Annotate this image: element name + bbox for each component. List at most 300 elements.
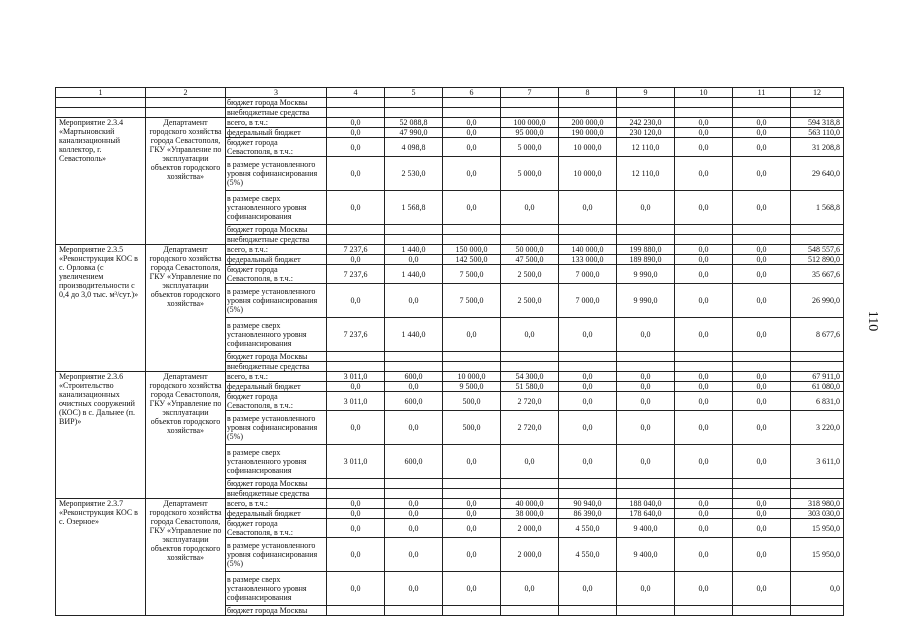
- value-cell: 140 000,0: [559, 245, 617, 255]
- value-cell: 0,0: [385, 411, 443, 445]
- empty-cell: [733, 225, 791, 235]
- source-label: в размере сверх установленного уровня софинансирования: [226, 191, 327, 225]
- empty-cell: [501, 362, 559, 372]
- value-cell: 0,0: [501, 191, 559, 225]
- empty-cell: [791, 362, 844, 372]
- value-cell: 512 890,0: [791, 255, 844, 265]
- empty-cell: [501, 225, 559, 235]
- value-cell: 0,0: [385, 499, 443, 509]
- empty-cell: [385, 98, 443, 108]
- empty-cell: [733, 235, 791, 245]
- empty-cell: [501, 489, 559, 499]
- value-cell: 0,0: [559, 372, 617, 382]
- value-cell: 600,0: [385, 372, 443, 382]
- value-cell: 54 300,0: [501, 372, 559, 382]
- value-cell: 7 237,6: [327, 318, 385, 352]
- value-cell: 3 011,0: [327, 392, 385, 411]
- empty-cell: [733, 362, 791, 372]
- header-cell: 5: [385, 88, 443, 98]
- value-cell: 0,0: [327, 382, 385, 392]
- table-row: [56, 372, 844, 382]
- value-cell: 0,0: [559, 382, 617, 392]
- empty-cell: [559, 606, 617, 616]
- value-cell: 0,0: [675, 118, 733, 128]
- empty-cell: [559, 108, 617, 118]
- value-cell: 9 990,0: [617, 265, 675, 284]
- value-cell: 0,0: [733, 499, 791, 509]
- value-cell: 0,0: [733, 265, 791, 284]
- empty-cell: [559, 225, 617, 235]
- source-label: внебюджетные средства: [226, 362, 327, 372]
- empty-cell: [733, 352, 791, 362]
- value-cell: 90 940,0: [559, 499, 617, 509]
- value-cell: 230 120,0: [617, 128, 675, 138]
- table-row: [56, 108, 844, 118]
- value-cell: 0,0: [675, 392, 733, 411]
- source-label: бюджет города Москвы: [226, 98, 327, 108]
- department-name: Департамент городского хозяйства города Севастополя, ГКУ «Управление по эксплуатации объектов городского хозяйства»: [146, 372, 226, 499]
- value-cell: 500,0: [443, 392, 501, 411]
- value-cell: 47 500,0: [501, 255, 559, 265]
- value-cell: 188 040,0: [617, 499, 675, 509]
- empty-cell: [675, 108, 733, 118]
- empty-cell: [559, 479, 617, 489]
- source-label: в размере установленного уровня софинансирования (5%): [226, 284, 327, 318]
- value-cell: 7 500,0: [443, 284, 501, 318]
- empty-cell: [791, 98, 844, 108]
- value-cell: 0,0: [327, 411, 385, 445]
- empty-cell: [327, 606, 385, 616]
- value-cell: 2 720,0: [501, 392, 559, 411]
- value-cell: 0,0: [675, 411, 733, 445]
- empty-cell: [385, 479, 443, 489]
- value-cell: 0,0: [733, 519, 791, 538]
- value-cell: 8 677,6: [791, 318, 844, 352]
- value-cell: 0,0: [733, 411, 791, 445]
- value-cell: 0,0: [733, 284, 791, 318]
- value-cell: 12 110,0: [617, 157, 675, 191]
- source-label: в размере сверх установленного уровня софинансирования: [226, 572, 327, 606]
- value-cell: 178 640,0: [617, 509, 675, 519]
- value-cell: 0,0: [675, 265, 733, 284]
- value-cell: 0,0: [733, 138, 791, 157]
- value-cell: 0,0: [385, 572, 443, 606]
- value-cell: 0,0: [443, 191, 501, 225]
- empty-cell: [443, 489, 501, 499]
- department-name: Департамент городского хозяйства города Севастополя, ГКУ «Управление по эксплуатации объектов городского хозяйства»: [146, 245, 226, 372]
- source-label: в размере установленного уровня софинансирования (5%): [226, 538, 327, 572]
- value-cell: 47 990,0: [385, 128, 443, 138]
- empty-cell: [733, 606, 791, 616]
- value-cell: 0,0: [733, 372, 791, 382]
- value-cell: 12 110,0: [617, 138, 675, 157]
- value-cell: 0,0: [327, 509, 385, 519]
- activity-name: Мероприятие 2.3.4 «Мартыновский канализационный коллектор, г. Севастополь»: [56, 118, 146, 245]
- empty-cell: [617, 98, 675, 108]
- value-cell: 0,0: [559, 191, 617, 225]
- empty-cell: [733, 98, 791, 108]
- value-cell: 0,0: [675, 372, 733, 382]
- empty-cell: [675, 352, 733, 362]
- empty-cell: [791, 108, 844, 118]
- value-cell: 0,0: [675, 509, 733, 519]
- value-cell: 4 098,8: [385, 138, 443, 157]
- empty-cell: [443, 98, 501, 108]
- source-label: федеральный бюджет: [226, 128, 327, 138]
- source-label: в размере установленного уровня софинансирования (5%): [226, 157, 327, 191]
- value-cell: 0,0: [675, 191, 733, 225]
- value-cell: 0,0: [559, 318, 617, 352]
- value-cell: 594 318,8: [791, 118, 844, 128]
- value-cell: 7 237,6: [327, 245, 385, 255]
- value-cell: 38 000,0: [501, 509, 559, 519]
- empty-cell: [327, 108, 385, 118]
- value-cell: 0,0: [443, 509, 501, 519]
- header-cell: 2: [146, 88, 226, 98]
- value-cell: 0,0: [617, 318, 675, 352]
- table-body: [56, 98, 844, 616]
- empty-cell: [617, 108, 675, 118]
- value-cell: 0,0: [327, 138, 385, 157]
- value-cell: 1 568,8: [385, 191, 443, 225]
- value-cell: 9 400,0: [617, 538, 675, 572]
- value-cell: 0,0: [443, 128, 501, 138]
- source-label: федеральный бюджет: [226, 255, 327, 265]
- empty-cell: [385, 489, 443, 499]
- empty-cell: [146, 98, 226, 108]
- value-cell: 5 000,0: [501, 157, 559, 191]
- source-label: всего, в т.ч.:: [226, 118, 327, 128]
- value-cell: 0,0: [617, 382, 675, 392]
- empty-cell: [791, 235, 844, 245]
- value-cell: 0,0: [617, 572, 675, 606]
- value-cell: 0,0: [559, 411, 617, 445]
- table-row: [56, 118, 844, 128]
- value-cell: 1 440,0: [385, 245, 443, 255]
- source-label: внебюджетные средства: [226, 108, 327, 118]
- value-cell: 0,0: [733, 538, 791, 572]
- value-cell: 0,0: [327, 572, 385, 606]
- value-cell: 15 950,0: [791, 519, 844, 538]
- empty-cell: [617, 235, 675, 245]
- empty-cell: [791, 225, 844, 235]
- value-cell: 10 000,0: [559, 138, 617, 157]
- value-cell: 1 440,0: [385, 265, 443, 284]
- value-cell: 0,0: [327, 128, 385, 138]
- empty-cell: [146, 108, 226, 118]
- source-label: федеральный бюджет: [226, 382, 327, 392]
- value-cell: 0,0: [675, 255, 733, 265]
- value-cell: 0,0: [327, 118, 385, 128]
- value-cell: 9 990,0: [617, 284, 675, 318]
- source-label: бюджет города Севастополя, в т.ч.:: [226, 265, 327, 284]
- header-cell: 4: [327, 88, 385, 98]
- value-cell: 95 000,0: [501, 128, 559, 138]
- source-label: бюджет города Москвы: [226, 225, 327, 235]
- empty-cell: [385, 362, 443, 372]
- value-cell: 7 000,0: [559, 265, 617, 284]
- source-label: всего, в т.ч.:: [226, 372, 327, 382]
- empty-cell: [617, 489, 675, 499]
- value-cell: 190 000,0: [559, 128, 617, 138]
- empty-cell: [501, 108, 559, 118]
- value-cell: 9 400,0: [617, 519, 675, 538]
- value-cell: 0,0: [675, 245, 733, 255]
- value-cell: 9 500,0: [443, 382, 501, 392]
- empty-cell: [733, 479, 791, 489]
- source-label: бюджет города Севастополя, в т.ч.:: [226, 392, 327, 411]
- value-cell: 0,0: [443, 519, 501, 538]
- empty-cell: [385, 108, 443, 118]
- header-cell: 7: [501, 88, 559, 98]
- value-cell: 10 000,0: [559, 157, 617, 191]
- empty-cell: [501, 352, 559, 362]
- value-cell: 0,0: [501, 572, 559, 606]
- value-cell: 3 611,0: [791, 445, 844, 479]
- empty-cell: [385, 606, 443, 616]
- activity-name: Мероприятие 2.3.7 «Реконструкция КОС в с. Озерное»: [56, 499, 146, 616]
- empty-cell: [385, 225, 443, 235]
- value-cell: 2 530,0: [385, 157, 443, 191]
- value-cell: 61 080,0: [791, 382, 844, 392]
- value-cell: 0,0: [617, 392, 675, 411]
- empty-cell: [327, 225, 385, 235]
- value-cell: 1 568,8: [791, 191, 844, 225]
- value-cell: 0,0: [559, 392, 617, 411]
- value-cell: 0,0: [443, 118, 501, 128]
- source-label: внебюджетные средства: [226, 235, 327, 245]
- source-label: в размере сверх установленного уровня софинансирования: [226, 445, 327, 479]
- value-cell: 0,0: [733, 318, 791, 352]
- header-cell: 11: [733, 88, 791, 98]
- value-cell: 0,0: [617, 372, 675, 382]
- empty-cell: [327, 352, 385, 362]
- empty-cell: [385, 352, 443, 362]
- value-cell: 0,0: [385, 284, 443, 318]
- value-cell: 0,0: [675, 572, 733, 606]
- empty-cell: [617, 606, 675, 616]
- header-cell: 9: [617, 88, 675, 98]
- page-number: 110: [865, 310, 881, 332]
- value-cell: 189 890,0: [617, 255, 675, 265]
- table-row: [56, 245, 844, 255]
- header-cell: 3: [226, 88, 327, 98]
- empty-cell: [327, 362, 385, 372]
- value-cell: 0,0: [617, 411, 675, 445]
- empty-cell: [791, 606, 844, 616]
- empty-cell: [791, 489, 844, 499]
- value-cell: 0,0: [385, 382, 443, 392]
- value-cell: 0,0: [675, 138, 733, 157]
- table-row: [56, 98, 844, 108]
- value-cell: 0,0: [327, 255, 385, 265]
- source-label: в размере сверх установленного уровня софинансирования: [226, 318, 327, 352]
- value-cell: 2 000,0: [501, 538, 559, 572]
- table-row: [56, 499, 844, 509]
- empty-cell: [559, 362, 617, 372]
- value-cell: 0,0: [733, 572, 791, 606]
- value-cell: 3 220,0: [791, 411, 844, 445]
- value-cell: 67 911,0: [791, 372, 844, 382]
- value-cell: 6 831,0: [791, 392, 844, 411]
- header-cell: 8: [559, 88, 617, 98]
- value-cell: 7 237,6: [327, 265, 385, 284]
- source-label: в размере установленного уровня софинансирования (5%): [226, 411, 327, 445]
- value-cell: 0,0: [617, 191, 675, 225]
- value-cell: 40 000,0: [501, 499, 559, 509]
- empty-cell: [675, 479, 733, 489]
- value-cell: 0,0: [733, 245, 791, 255]
- empty-cell: [501, 235, 559, 245]
- value-cell: 0,0: [327, 284, 385, 318]
- value-cell: 35 667,6: [791, 265, 844, 284]
- value-cell: 0,0: [501, 318, 559, 352]
- header-cell: 10: [675, 88, 733, 98]
- empty-cell: [501, 479, 559, 489]
- value-cell: 0,0: [327, 538, 385, 572]
- value-cell: 0,0: [501, 445, 559, 479]
- value-cell: 50 000,0: [501, 245, 559, 255]
- header-cell: 12: [791, 88, 844, 98]
- value-cell: 200 000,0: [559, 118, 617, 128]
- value-cell: 0,0: [327, 157, 385, 191]
- value-cell: 0,0: [443, 138, 501, 157]
- value-cell: 2 500,0: [501, 265, 559, 284]
- empty-cell: [385, 235, 443, 245]
- value-cell: 0,0: [733, 255, 791, 265]
- value-cell: 0,0: [733, 118, 791, 128]
- value-cell: 0,0: [675, 499, 733, 509]
- value-cell: 0,0: [733, 382, 791, 392]
- value-cell: 0,0: [443, 445, 501, 479]
- value-cell: 51 580,0: [501, 382, 559, 392]
- value-cell: 318 980,0: [791, 499, 844, 509]
- value-cell: 0,0: [443, 572, 501, 606]
- empty-cell: [443, 352, 501, 362]
- empty-cell: [791, 479, 844, 489]
- empty-cell: [675, 225, 733, 235]
- empty-cell: [327, 479, 385, 489]
- value-cell: 0,0: [675, 128, 733, 138]
- value-cell: 1 440,0: [385, 318, 443, 352]
- value-cell: 133 000,0: [559, 255, 617, 265]
- value-cell: 199 880,0: [617, 245, 675, 255]
- value-cell: 0,0: [443, 538, 501, 572]
- value-cell: 600,0: [385, 392, 443, 411]
- source-label: бюджет города Севастополя, в т.ч.:: [226, 138, 327, 157]
- value-cell: 0,0: [443, 499, 501, 509]
- empty-cell: [617, 352, 675, 362]
- value-cell: 0,0: [733, 128, 791, 138]
- value-cell: 0,0: [385, 509, 443, 519]
- source-label: всего, в т.ч.:: [226, 499, 327, 509]
- value-cell: 7 500,0: [443, 265, 501, 284]
- value-cell: 2 000,0: [501, 519, 559, 538]
- empty-cell: [675, 362, 733, 372]
- value-cell: 0,0: [733, 191, 791, 225]
- value-cell: 0,0: [443, 157, 501, 191]
- value-cell: 3 011,0: [327, 372, 385, 382]
- empty-cell: [617, 362, 675, 372]
- empty-cell: [443, 606, 501, 616]
- value-cell: 548 557,6: [791, 245, 844, 255]
- value-cell: 0,0: [617, 445, 675, 479]
- empty-cell: [443, 235, 501, 245]
- source-label: федеральный бюджет: [226, 509, 327, 519]
- empty-cell: [559, 235, 617, 245]
- value-cell: 0,0: [559, 445, 617, 479]
- department-name: Департамент городского хозяйства города Севастополя, ГКУ «Управление по эксплуатации объектов городского хозяйства»: [146, 118, 226, 245]
- header-cell: 1: [56, 88, 146, 98]
- value-cell: 31 208,8: [791, 138, 844, 157]
- budget-table: [55, 87, 844, 616]
- value-cell: 0,0: [675, 318, 733, 352]
- value-cell: 0,0: [733, 392, 791, 411]
- value-cell: 7 000,0: [559, 284, 617, 318]
- value-cell: 563 110,0: [791, 128, 844, 138]
- value-cell: 242 230,0: [617, 118, 675, 128]
- value-cell: 0,0: [791, 572, 844, 606]
- source-label: внебюджетные средства: [226, 489, 327, 499]
- value-cell: 0,0: [733, 157, 791, 191]
- department-name: Департамент городского хозяйства города Севастополя, ГКУ «Управление по эксплуатации объектов городского хозяйства»: [146, 499, 226, 616]
- empty-cell: [675, 98, 733, 108]
- empty-cell: [733, 108, 791, 118]
- value-cell: 0,0: [559, 572, 617, 606]
- value-cell: 4 550,0: [559, 519, 617, 538]
- empty-cell: [675, 606, 733, 616]
- empty-cell: [56, 98, 146, 108]
- value-cell: 500,0: [443, 411, 501, 445]
- empty-cell: [675, 489, 733, 499]
- empty-cell: [675, 235, 733, 245]
- empty-cell: [617, 225, 675, 235]
- empty-cell: [327, 489, 385, 499]
- source-label: бюджет города Москвы: [226, 606, 327, 616]
- value-cell: 0,0: [733, 509, 791, 519]
- value-cell: 0,0: [675, 538, 733, 572]
- empty-cell: [791, 352, 844, 362]
- empty-cell: [443, 362, 501, 372]
- value-cell: 0,0: [675, 445, 733, 479]
- value-cell: 10 000,0: [443, 372, 501, 382]
- value-cell: 4 550,0: [559, 538, 617, 572]
- activity-name: Мероприятие 2.3.6 «Строительство канализационных очистных сооружений (КОС) в с. Дальнее (п. ВИР)»: [56, 372, 146, 499]
- source-label: всего, в т.ч.:: [226, 245, 327, 255]
- value-cell: 0,0: [443, 318, 501, 352]
- value-cell: 0,0: [675, 519, 733, 538]
- value-cell: 0,0: [675, 157, 733, 191]
- value-cell: 0,0: [675, 284, 733, 318]
- source-label: бюджет города Москвы: [226, 352, 327, 362]
- value-cell: 0,0: [385, 255, 443, 265]
- source-label: бюджет города Москвы: [226, 479, 327, 489]
- value-cell: 100 000,0: [501, 118, 559, 128]
- empty-cell: [559, 352, 617, 362]
- value-cell: 0,0: [327, 519, 385, 538]
- value-cell: 26 990,0: [791, 284, 844, 318]
- value-cell: 0,0: [385, 538, 443, 572]
- empty-cell: [617, 479, 675, 489]
- empty-cell: [327, 98, 385, 108]
- source-label: бюджет города Севастополя, в т.ч.:: [226, 519, 327, 538]
- empty-cell: [501, 606, 559, 616]
- header-row: [56, 88, 844, 98]
- value-cell: 600,0: [385, 445, 443, 479]
- value-cell: 150 000,0: [443, 245, 501, 255]
- empty-cell: [443, 479, 501, 489]
- empty-cell: [733, 489, 791, 499]
